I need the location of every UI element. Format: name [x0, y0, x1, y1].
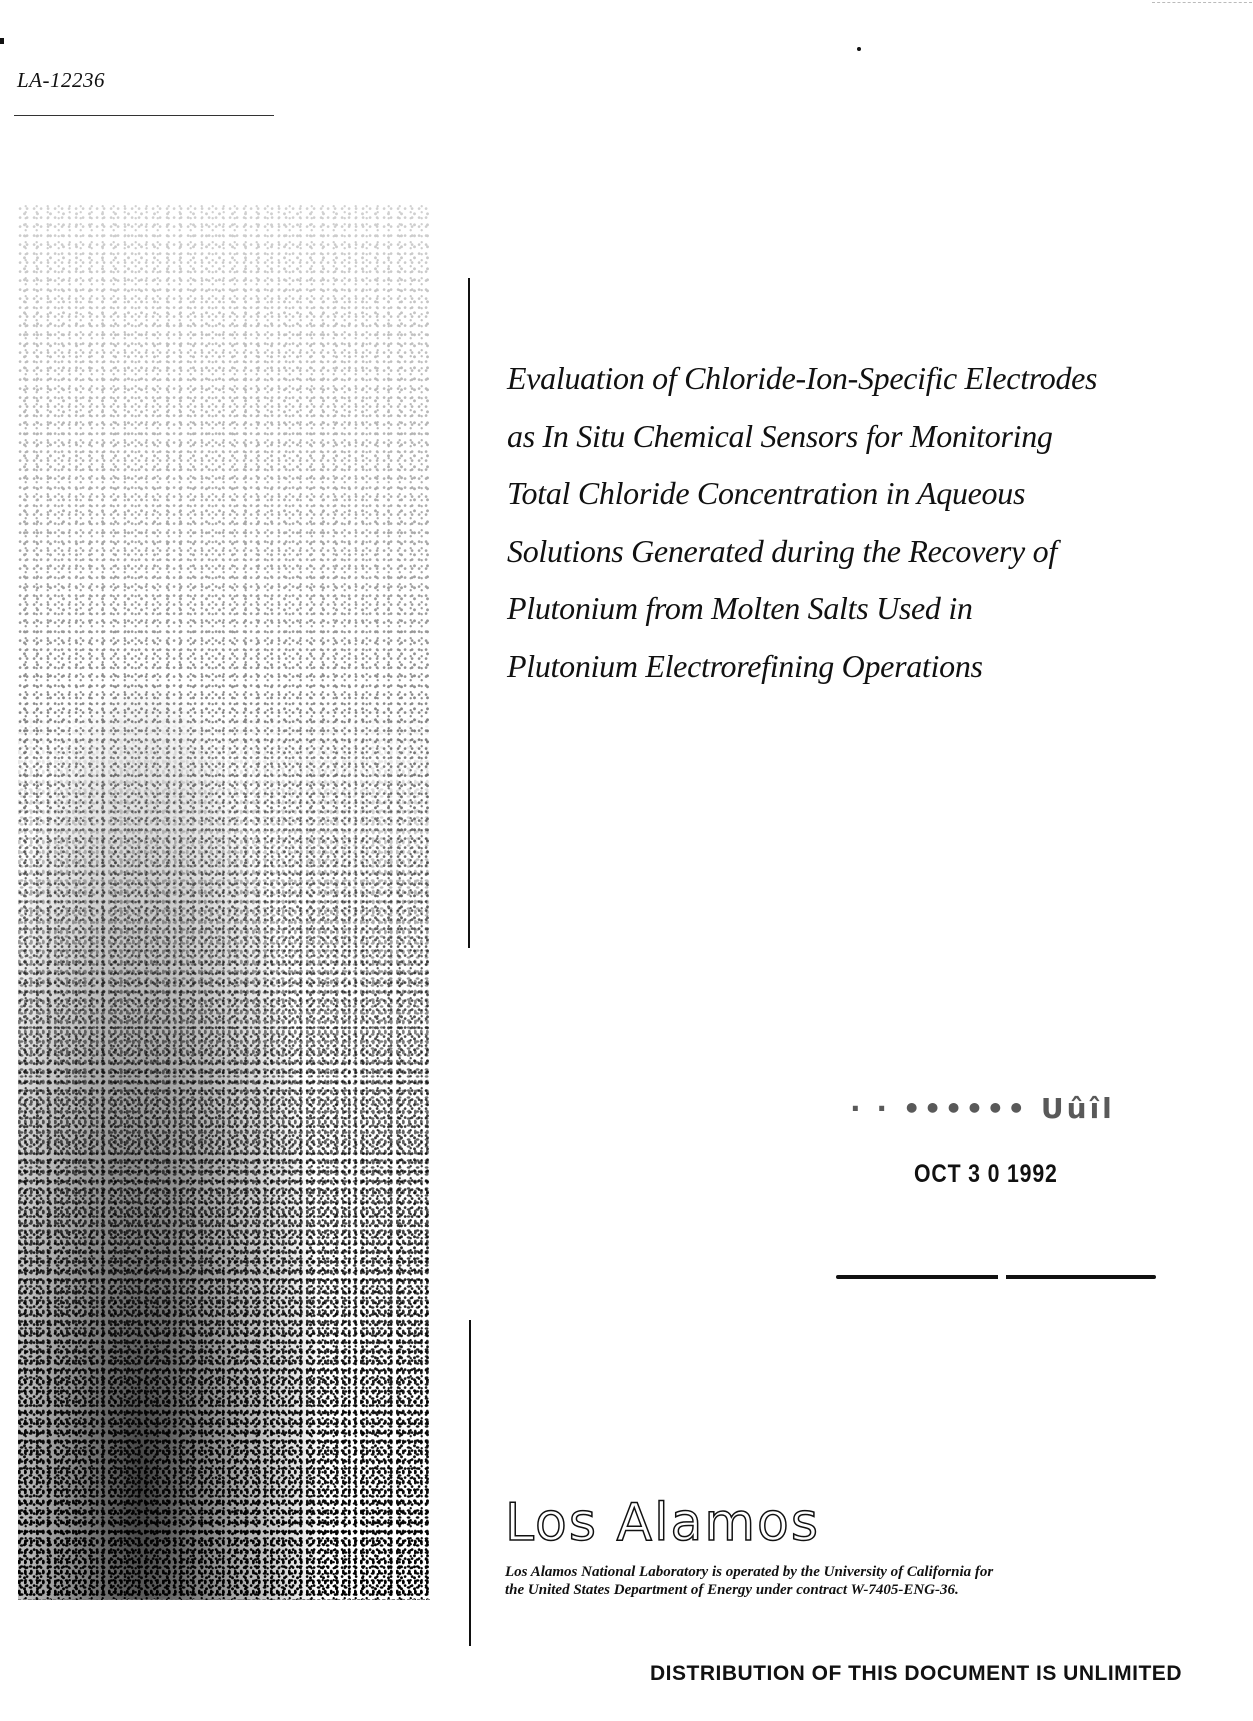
operator-note: [505, 1563, 1145, 1599]
scan-edge-rule: [1152, 2, 1252, 3]
title-line-3: Total Chloride Concentration in Aqueous: [507, 475, 1026, 511]
distribution-statement: DISTRIBUTION OF THIS DOCUMENT IS UNLIMITED: [650, 1662, 1182, 1685]
document-title: [507, 350, 1207, 695]
stamp-rule: [836, 1275, 1156, 1279]
vertical-divider-bottom: [469, 1320, 471, 1646]
operator-note-line-1: Los Alamos National Laboratory is operated by the University of California for: [505, 1564, 994, 1580]
los-alamos-logo: Los Alamos: [505, 1493, 820, 1553]
title-line-2: as In Situ Chemical Sensors for Monitoring: [507, 417, 1053, 454]
received-stamp-label: · · •••••• Uûîl: [850, 1092, 1115, 1125]
scan-corner-mark: [0, 38, 4, 44]
scan-speck: [857, 47, 861, 51]
cover-halftone-art: [18, 205, 430, 1600]
halftone-bottom-edge: [18, 1599, 430, 1600]
title-line-6: Plutonium Electrorefining Operations: [507, 647, 983, 684]
title-line-1: Evaluation of Chloride-Ion-Specific Electrodes: [507, 360, 1098, 396]
report-number-rule: [14, 115, 274, 116]
received-stamp-date: OCT 3 0 1992: [914, 1160, 1058, 1188]
stamp-rule-gap: [998, 1274, 1006, 1280]
vertical-divider-top: [468, 278, 470, 948]
report-number: LA-12236: [17, 68, 105, 92]
title-line-5: Plutonium from Molten Salts Used in: [507, 590, 973, 626]
halftone-layer-shadow: [18, 205, 430, 1600]
title-line-4: Solutions Generated during the Recovery of: [507, 532, 1057, 569]
operator-note-line-2: the United States Department of Energy under contract W-7405-ENG-36.: [505, 1582, 959, 1598]
